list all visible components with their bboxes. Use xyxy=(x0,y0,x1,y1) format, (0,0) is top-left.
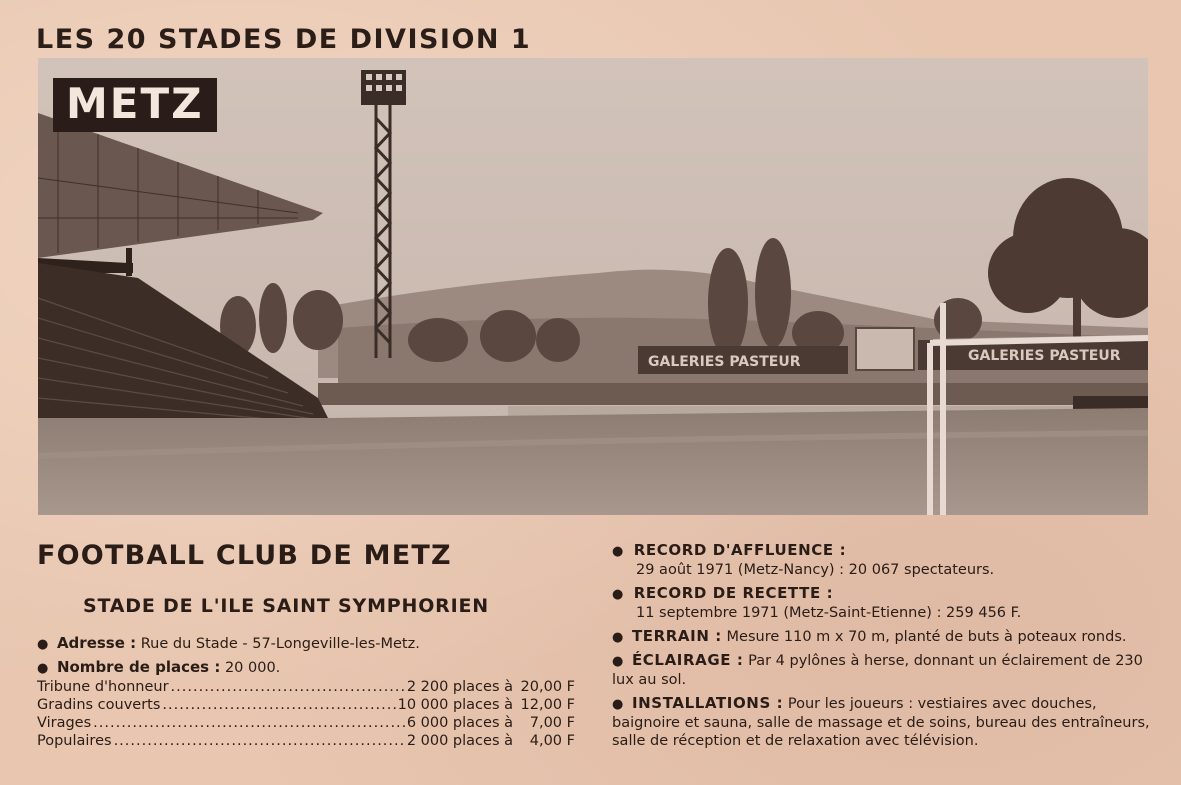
seating-count: 2 000 places à xyxy=(406,733,513,749)
stadium-name: STADE DE L'ILE SAINT SYMPHORIEN xyxy=(83,595,489,617)
city-tag: METZ xyxy=(53,78,217,132)
bullet-icon: ● xyxy=(37,661,49,676)
seating-count: 2 200 places à xyxy=(406,679,513,695)
terrain-label: TERRAIN : xyxy=(631,627,722,645)
record-attendance-label: RECORD D'AFFLUENCE : xyxy=(633,541,847,559)
seating-name: Populaires xyxy=(37,733,112,749)
bullet-icon: ● xyxy=(37,637,49,652)
seating-price: 20,00 F xyxy=(520,679,575,695)
leader-dots xyxy=(162,696,395,714)
club-name: FOOTBALL CLUB DE METZ xyxy=(37,540,452,571)
leader-dots xyxy=(93,714,405,732)
sign-text-left: GALERIES PASTEUR xyxy=(648,354,801,370)
seating-count: 10 000 places à xyxy=(397,697,513,713)
page-title: LES 20 STADES DE DIVISION 1 xyxy=(36,24,532,55)
seating-row xyxy=(37,714,575,732)
seating-price: 4,00 F xyxy=(529,733,575,749)
seating-price: 7,00 F xyxy=(529,715,575,731)
seating-count: 6 000 places à xyxy=(406,715,513,731)
installations-value: Pour les joueurs : vestiaires avec douches, baignoire et sauna, salle de massage et de soins, bureau des entraîneurs, salle de réception et de relaxation avec télévision. xyxy=(612,696,1150,749)
bullet-icon: ● xyxy=(612,654,624,669)
seating-row xyxy=(37,696,575,714)
installations-label: INSTALLATIONS : xyxy=(631,694,784,712)
seating-name: Tribune d'honneur xyxy=(37,679,169,695)
lighting-value: Par 4 pylônes à herse, donnant un éclairement de 230 lux au sol. xyxy=(612,653,1143,688)
record-attendance xyxy=(612,541,1152,579)
places-line xyxy=(37,658,280,678)
record-receipts-value: 11 septembre 1971 (Metz-Saint-Etienne) : 259 456 F. xyxy=(636,605,1022,621)
leader-dots xyxy=(171,678,405,696)
places-label: Nombre de places : xyxy=(56,658,221,676)
bullet-icon: ● xyxy=(612,544,624,559)
terrain-info xyxy=(612,627,1152,647)
terrain-value: Mesure 110 m x 70 m, planté de buts à poteaux ronds. xyxy=(726,629,1127,645)
lighting-label: ÉCLAIRAGE : xyxy=(631,651,744,669)
leader-dots xyxy=(114,732,405,750)
address-line xyxy=(37,634,420,654)
lighting-info xyxy=(612,651,1152,689)
bullet-icon: ● xyxy=(612,587,624,602)
seating-row xyxy=(37,678,575,696)
address-label: Adresse : xyxy=(56,634,137,652)
record-receipts-label: RECORD DE RECETTE : xyxy=(633,584,834,602)
sign-text-right: GALERIES PASTEUR xyxy=(968,348,1121,364)
seating-name: Gradins couverts xyxy=(37,697,161,713)
bullet-icon: ● xyxy=(612,630,624,645)
bullet-icon: ● xyxy=(612,697,624,712)
seating-row xyxy=(37,732,575,750)
address-value: Rue du Stade - 57-Longeville-les-Metz. xyxy=(140,636,420,652)
installations-info xyxy=(612,694,1152,750)
seating-price: 12,00 F xyxy=(520,697,575,713)
record-receipts xyxy=(612,584,1152,622)
seating-name: Virages xyxy=(37,715,92,731)
places-value: 20 000. xyxy=(224,660,281,676)
record-attendance-value: 29 août 1971 (Metz-Nancy) : 20 067 spectateurs. xyxy=(636,562,995,578)
